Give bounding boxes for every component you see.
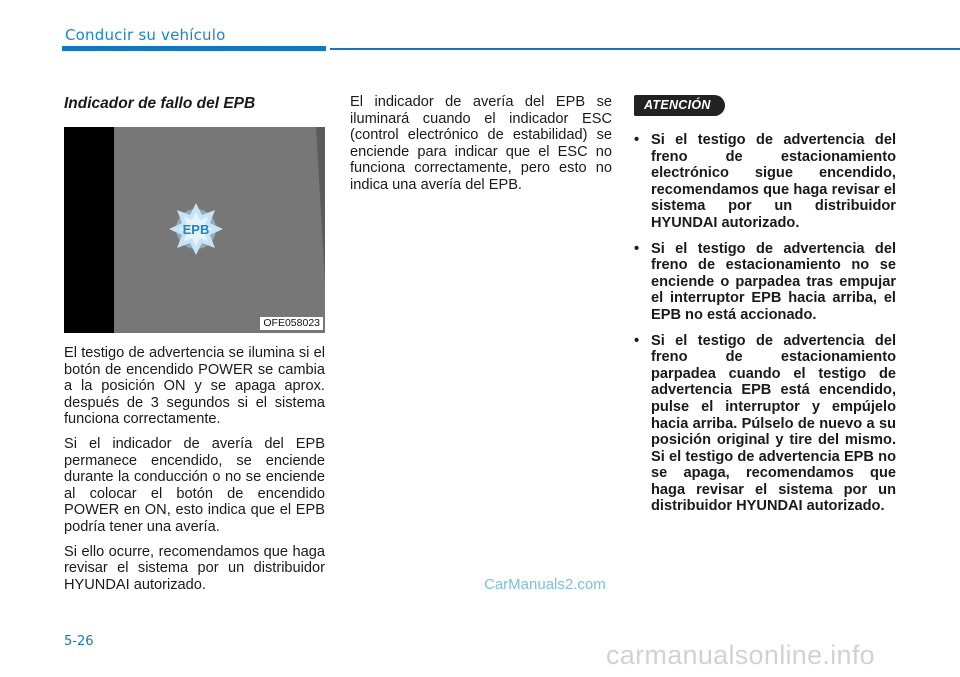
list-item-text: Si el testigo de advertencia del freno de estacionamiento electrónico sigue encendido, recomendamos que haga revisar el sistema por un distribuidor HYUNDAI autorizado. — [651, 132, 896, 231]
paragraph: Si ello ocurre, recomendamos que haga revisar el sistema por un distribuidor HYUNDAI autorizado. — [64, 543, 325, 593]
page-number: 5-26 — [64, 634, 94, 649]
bullet-symbol: • — [634, 132, 640, 148]
figure-code: OFE058023 — [260, 317, 323, 330]
list-item-text: Si el testigo de advertencia del freno de estacionamiento parpadea cuando el testigo de advertencia EPB está encendido, pulse el interruptor y empújelo hacia arriba. Púlselo de nuevo a su posición original y tire del mismo. Si el testigo de advertencia EPB no se apaga, recomendamos que haga revisar el sistema por un distribuidor HYUNDAI autorizado. — [651, 332, 896, 515]
watermark-footer: carmanualsonline.info — [606, 640, 875, 670]
section-title: Conducir su vehículo — [65, 26, 226, 44]
bullet-symbol: • — [634, 332, 640, 349]
list-item-text: Si el testigo de advertencia del freno de estacionamiento no se enciende o parpadea tras empujar el interruptor EPB hacia arriba, el EPB no está accionado. — [651, 240, 896, 323]
column-right — [634, 94, 896, 524]
attention-badge: ATENCIÓN — [634, 95, 725, 116]
bullet-symbol: • — [634, 240, 640, 257]
paragraph: Si el indicador de avería del EPB permanece encendido, se enciende durante la conducción o no se enciende al colocar el botón de encendido POWER en ON, esto indica que el EPB podría tener una avería. — [64, 435, 325, 535]
paragraph: El testigo de advertencia se ilumina si el botón de encendido POWER se cambia a la posición ON y se apaga aprox. después de 3 segundos si el sistema funciona correctamente. — [64, 345, 325, 428]
column-left — [64, 94, 325, 601]
dashboard-figure — [64, 127, 325, 333]
column-middle — [350, 94, 612, 202]
header-rule-thin — [330, 48, 960, 50]
paragraph: El indicador de avería del EPB se iluminará cuando el indicador ESC (control electrónico de estabilidad) se enciende para indicar que el ESC no funciona correctamente, pero esto no indica una avería del EPB. — [350, 94, 612, 193]
epb-icon-label: EPB — [182, 222, 210, 237]
header-rule-thick — [62, 46, 326, 51]
list-item — [634, 241, 896, 324]
figure-black-bar — [64, 127, 114, 333]
subheading: Indicador de fallo del EPB — [64, 95, 256, 112]
list-item — [634, 333, 896, 516]
dashboard-panel — [114, 127, 325, 333]
list-item — [634, 132, 896, 232]
attention-list — [634, 132, 896, 515]
watermark-link[interactable]: CarManuals2.com — [484, 576, 606, 593]
